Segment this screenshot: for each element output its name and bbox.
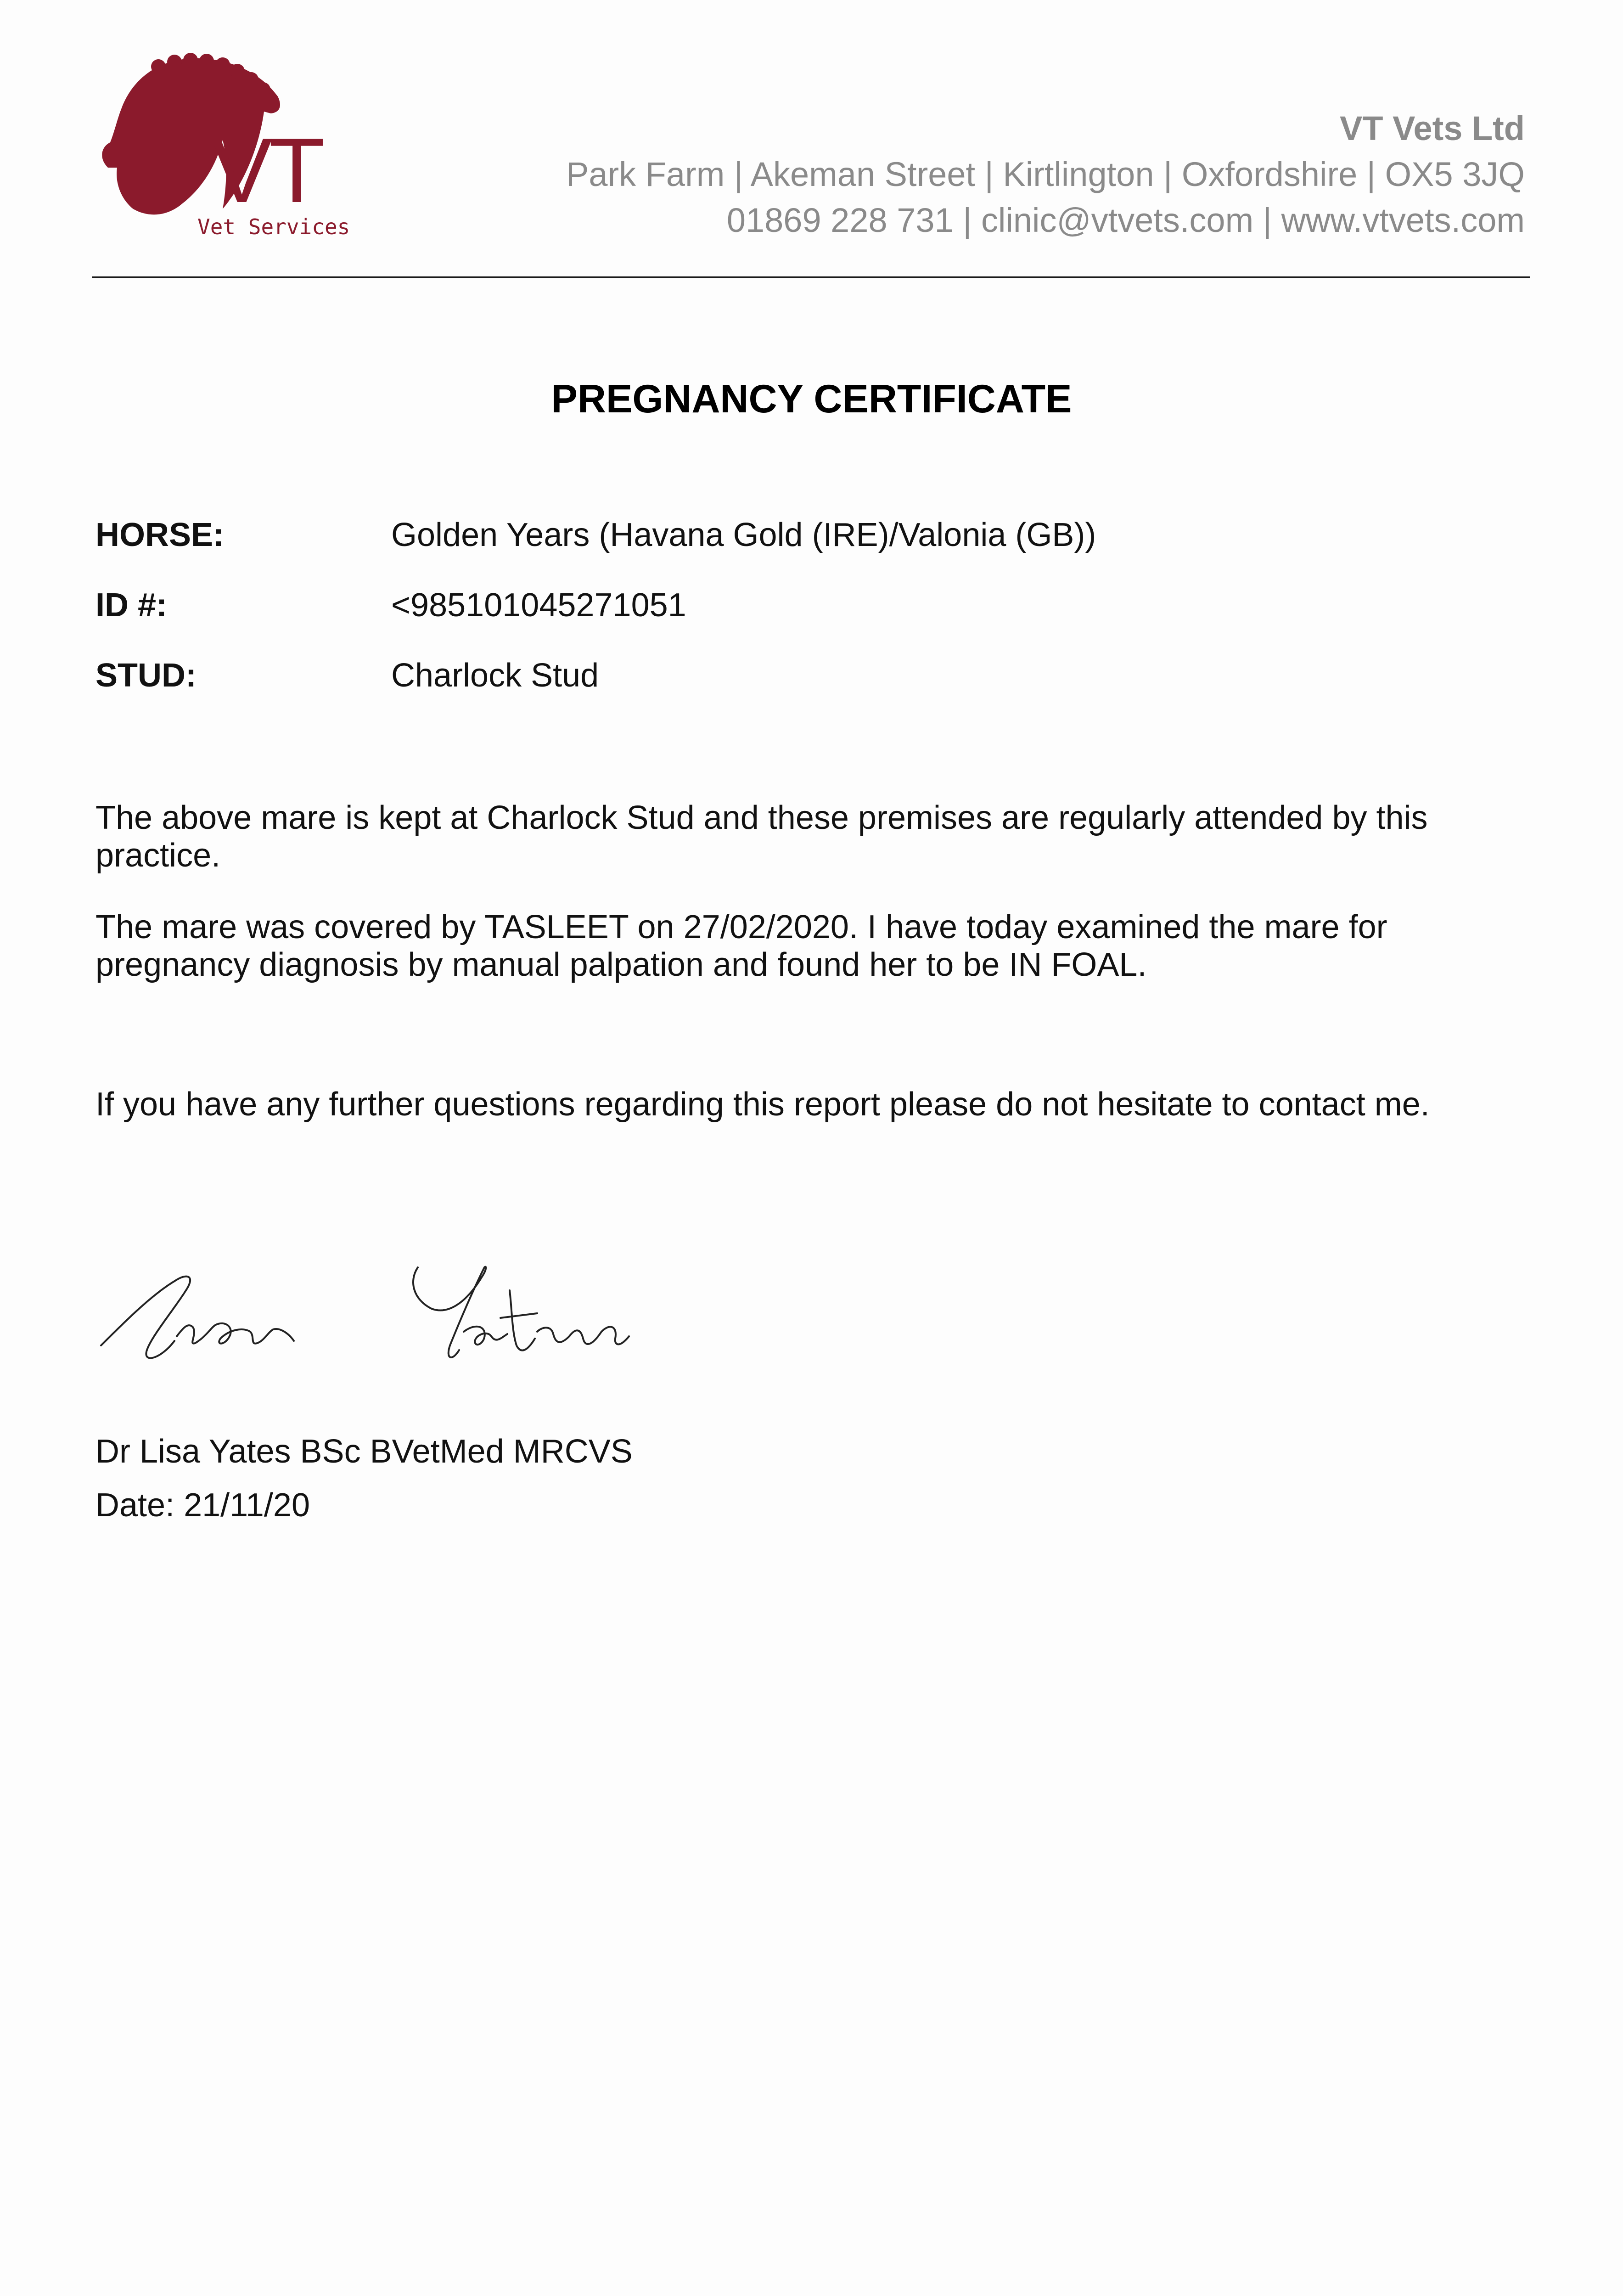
field-label: STUD: xyxy=(95,657,197,694)
company-address: Park Farm | Akeman Street | Kirtlington | Oxfordshire | OX5 3JQ xyxy=(566,155,1525,193)
certificate-title: PREGNANCY CERTIFICATE xyxy=(551,377,1072,421)
vt-vet-services-logo xyxy=(90,53,356,246)
signatory-name: Dr Lisa Yates BSc BVetMed MRCVS xyxy=(95,1433,633,1470)
field-label: HORSE: xyxy=(95,517,225,553)
paragraph-premises: The above mare is kept at Charlock Stud and these premises are regularly attended by this practice. xyxy=(95,799,1428,874)
field-value: Golden Years (Havana Gold (IRE)/Valonia (GB)) xyxy=(391,517,1096,553)
field-value: <985101045271051 xyxy=(391,587,686,624)
field-value: Charlock Stud xyxy=(391,657,599,694)
company-name: VT Vets Ltd xyxy=(1340,109,1525,147)
paragraph-contact: If you have any further questions regarding this report please do not hesitate to contact me. xyxy=(95,1086,1430,1123)
svg-text:Vet Services: Vet Services xyxy=(197,214,350,239)
paragraph-diagnosis: The mare was covered by TASLEET on 27/02/2020. I have today examined the mare for pregnancy diagnosis by manual palpation and found her to be IN FOAL. xyxy=(95,909,1387,983)
signature xyxy=(96,1240,702,1373)
svg-text:VT: VT xyxy=(211,119,321,222)
header-divider xyxy=(92,276,1530,278)
company-contact: 01869 228 731 | clinic@vtvets.com | www.vtvets.com xyxy=(726,201,1525,239)
field-label: ID #: xyxy=(95,587,168,624)
certificate-date: Date: 21/11/20 xyxy=(95,1487,310,1524)
company-details xyxy=(566,106,1525,243)
